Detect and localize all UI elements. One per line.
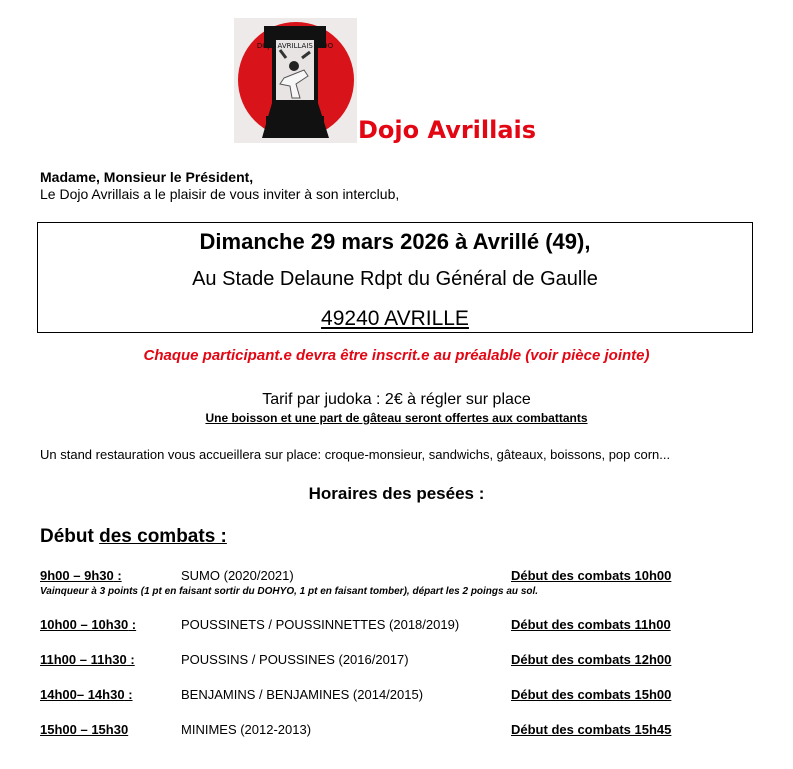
- schedule-start: Début des combats 15h00: [511, 687, 672, 702]
- schedule-category: SUMO (2020/2021): [181, 568, 294, 583]
- schedule-time: 9h00 – 9h30 :: [40, 568, 122, 583]
- event-zip: 49240 AVRILLE: [321, 307, 469, 330]
- schedule-time: 10h00 – 10h30 :: [40, 617, 137, 632]
- schedule-start: Début des combats 12h00: [511, 652, 672, 667]
- weigh-in-title: Horaires des pesées :: [308, 484, 485, 503]
- schedule-category: POUSSINETS / POUSSINNETTES (2018/2019): [181, 617, 460, 632]
- schedule-category: MINIMES (2012-2013): [181, 722, 312, 737]
- schedule-category: BENJAMINS / BENJAMINES (2014/2015): [181, 687, 424, 702]
- schedule-time: 15h00 – 15h30: [40, 722, 129, 737]
- greeting-invitation: Le Dojo Avrillais a le plaisir de vous inviter à son interclub,: [40, 186, 400, 202]
- food-stand-text: Un stand restauration vous accueillera sur place: croque-monsieur, sandwichs, gâteaux, boissons, pop corn...: [40, 447, 671, 462]
- greeting-salutation: Madame, Monsieur le Président,: [40, 169, 254, 185]
- registration-notice: Chaque participant.e devra être inscrit.e au préalable (voir pièce jointe): [143, 347, 650, 364]
- schedule-start: Début des combats 10h00: [511, 568, 672, 583]
- schedule-start: Début des combats 15h45: [511, 722, 672, 737]
- club-logo-graphic: [234, 18, 357, 143]
- fights-start-title-underlined: des combats :: [99, 526, 227, 547]
- tarif-text: Tarif par judoka : 2€ à régler sur place: [262, 391, 531, 408]
- event-date: Dimanche 29 mars 2026 à Avrillé (49),: [199, 229, 591, 254]
- fights-start-title-prefix: Début: [40, 526, 100, 547]
- event-details-box: [37, 222, 753, 333]
- club-name: Dojo Avrillais: [358, 116, 537, 144]
- schedule-time: 11h00 – 11h30 :: [40, 652, 135, 667]
- fights-start-title: [40, 526, 227, 548]
- schedule-time: 14h00– 14h30 :: [40, 687, 133, 702]
- schedule-category: POUSSINS / POUSSINES (2016/2017): [181, 652, 409, 667]
- schedule-start: Début des combats 11h00: [511, 617, 671, 632]
- logo-text: DOJO AVRILLAIS JUDO: [256, 42, 334, 50]
- sumo-rules-note: Vainqueur à 3 points (1 pt en faisant sortir du DOHYO, 1 pt en faisant tomber), départ les 2 poings au sol.: [40, 586, 539, 597]
- club-logo: [234, 18, 357, 143]
- drinks-notice: Une boisson et une part de gâteau seront offertes aux combattants: [205, 411, 588, 425]
- event-place: Au Stade Delaune Rdpt du Général de Gaulle: [192, 268, 598, 290]
